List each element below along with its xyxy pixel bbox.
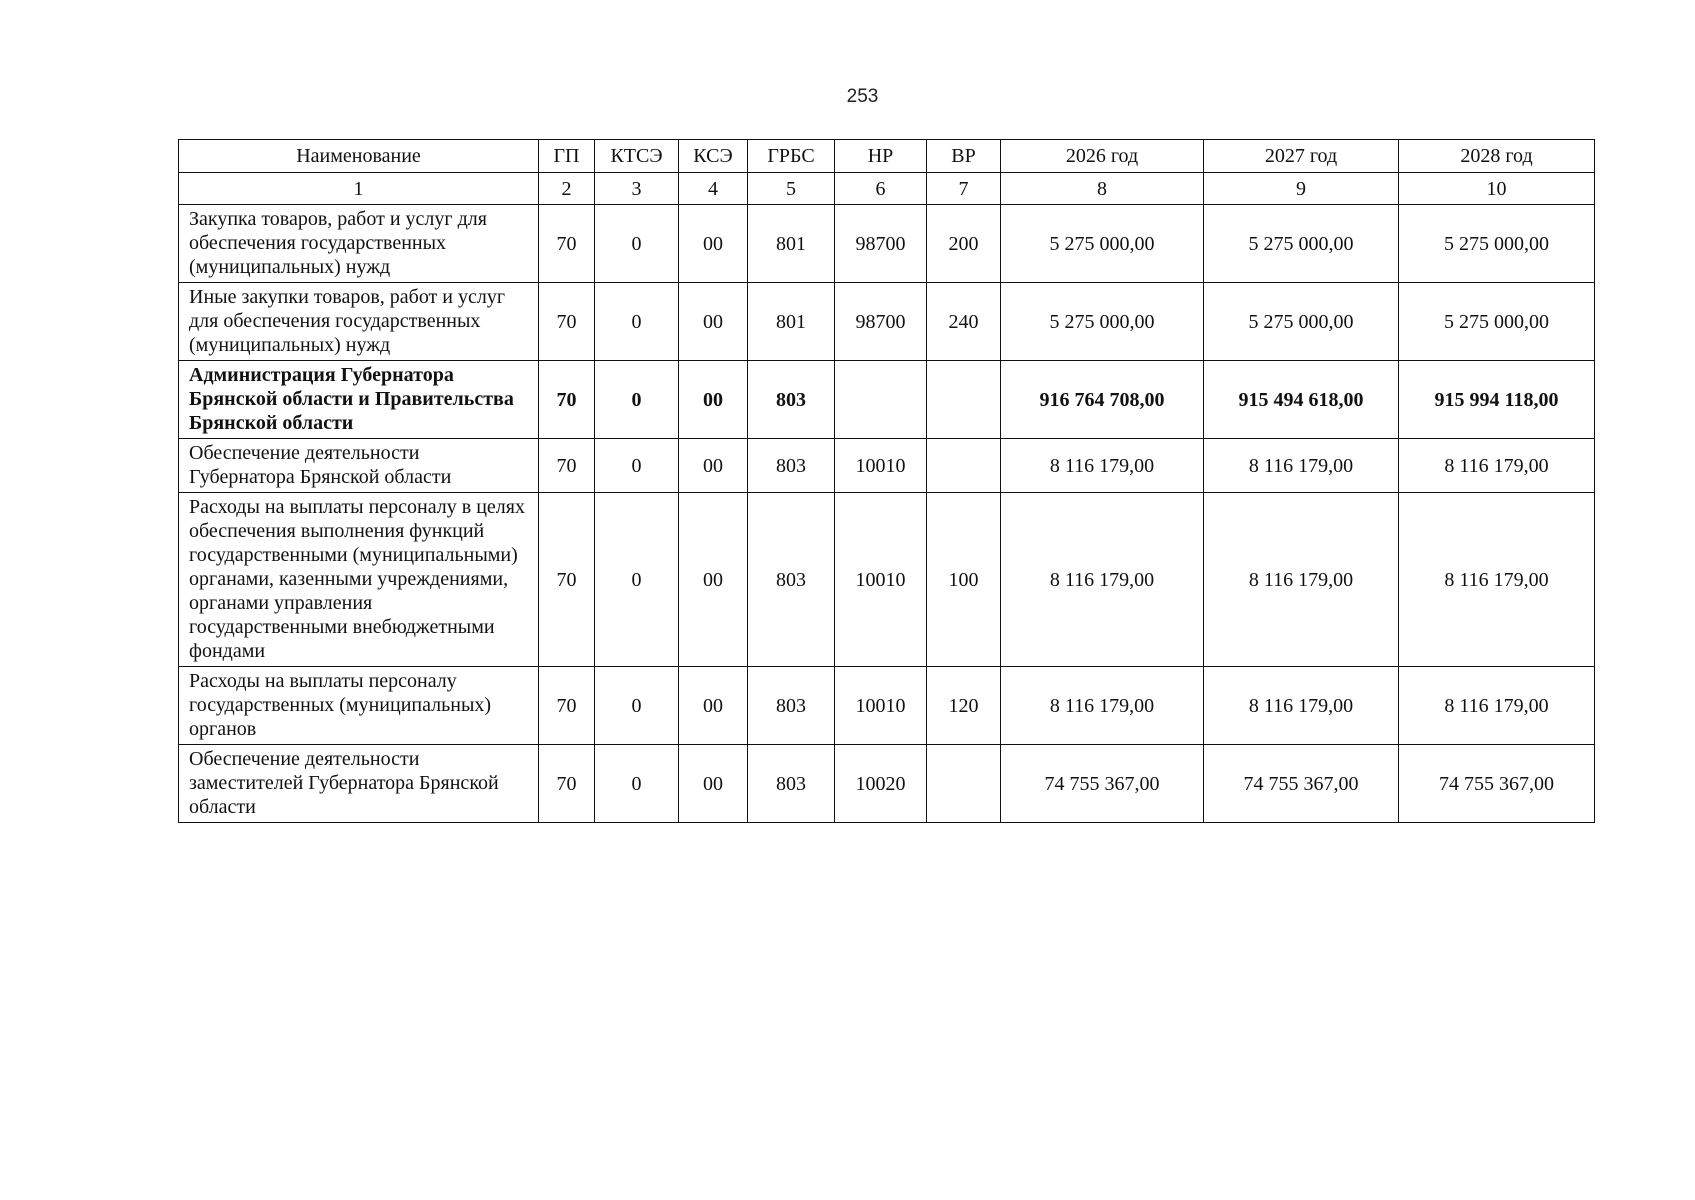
column-number: 4 <box>679 173 748 205</box>
column-number: 7 <box>927 173 1001 205</box>
cell-2028: 8 116 179,00 <box>1399 667 1595 745</box>
cell-ktse: 0 <box>595 361 679 439</box>
cell-2027: 915 494 618,00 <box>1204 361 1399 439</box>
header-ktse: КТСЭ <box>595 140 679 173</box>
cell-kse: 00 <box>679 439 748 493</box>
cell-2026: 5 275 000,00 <box>1001 283 1204 361</box>
row-name: Обеспечение деятельности заместителей Губернатора Брянской области <box>179 745 539 823</box>
cell-2028: 74 755 367,00 <box>1399 745 1595 823</box>
row-name: Расходы на выплаты персоналу в целях обеспечения выполнения функций государственными (муниципальными) органами, казенными учреждениями, органами управления государственными внебюджетными фондами <box>179 493 539 667</box>
cell-vr: 240 <box>927 283 1001 361</box>
header-nr: НР <box>835 140 927 173</box>
table-row <box>179 493 1595 667</box>
cell-2026: 916 764 708,00 <box>1001 361 1204 439</box>
cell-vr <box>927 745 1001 823</box>
cell-2026: 5 275 000,00 <box>1001 205 1204 283</box>
cell-grbs: 803 <box>748 745 835 823</box>
cell-gp: 70 <box>539 745 595 823</box>
cell-2027: 5 275 000,00 <box>1204 283 1399 361</box>
header-grbs: ГРБС <box>748 140 835 173</box>
column-number: 9 <box>1204 173 1399 205</box>
cell-ktse: 0 <box>595 667 679 745</box>
column-number-row <box>179 173 1595 205</box>
cell-ktse: 0 <box>595 283 679 361</box>
cell-vr: 200 <box>927 205 1001 283</box>
header-gp: ГП <box>539 140 595 173</box>
row-name: Иные закупки товаров, работ и услуг для обеспечения государственных (муниципальных) нужд <box>179 283 539 361</box>
header-2027: 2027 год <box>1204 140 1399 173</box>
cell-2028: 8 116 179,00 <box>1399 493 1595 667</box>
cell-grbs: 803 <box>748 439 835 493</box>
column-number: 8 <box>1001 173 1204 205</box>
cell-ktse: 0 <box>595 205 679 283</box>
cell-kse: 00 <box>679 205 748 283</box>
row-name: Администрация Губернатора Брянской области и Правительства Брянской области <box>179 361 539 439</box>
cell-grbs: 801 <box>748 205 835 283</box>
cell-2026: 8 116 179,00 <box>1001 667 1204 745</box>
cell-2026: 8 116 179,00 <box>1001 439 1204 493</box>
cell-2028: 5 275 000,00 <box>1399 283 1595 361</box>
table-row <box>179 667 1595 745</box>
table-row-total <box>179 361 1595 439</box>
cell-nr: 98700 <box>835 205 927 283</box>
header-2026: 2026 год <box>1001 140 1204 173</box>
cell-vr <box>927 439 1001 493</box>
cell-gp: 70 <box>539 361 595 439</box>
column-number: 2 <box>539 173 595 205</box>
cell-2027: 8 116 179,00 <box>1204 493 1399 667</box>
cell-kse: 00 <box>679 283 748 361</box>
cell-nr: 10010 <box>835 493 927 667</box>
table-row <box>179 745 1595 823</box>
cell-nr: 98700 <box>835 283 927 361</box>
cell-ktse: 0 <box>595 745 679 823</box>
cell-2028: 5 275 000,00 <box>1399 205 1595 283</box>
column-number: 10 <box>1399 173 1595 205</box>
cell-gp: 70 <box>539 439 595 493</box>
cell-kse: 00 <box>679 493 748 667</box>
cell-nr <box>835 361 927 439</box>
row-name: Закупка товаров, работ и услуг для обеспечения государственных (муниципальных) нужд <box>179 205 539 283</box>
column-number: 5 <box>748 173 835 205</box>
column-number: 3 <box>595 173 679 205</box>
cell-gp: 70 <box>539 205 595 283</box>
cell-nr: 10010 <box>835 439 927 493</box>
header-kse: КСЭ <box>679 140 748 173</box>
cell-2026: 74 755 367,00 <box>1001 745 1204 823</box>
cell-2027: 74 755 367,00 <box>1204 745 1399 823</box>
cell-grbs: 803 <box>748 361 835 439</box>
header-vr: ВР <box>927 140 1001 173</box>
header-2028: 2028 год <box>1399 140 1595 173</box>
column-number: 6 <box>835 173 927 205</box>
cell-gp: 70 <box>539 667 595 745</box>
cell-vr: 100 <box>927 493 1001 667</box>
table-row <box>179 283 1595 361</box>
cell-vr: 120 <box>927 667 1001 745</box>
table-row <box>179 205 1595 283</box>
header-row <box>179 140 1595 173</box>
row-name: Расходы на выплаты персоналу государственных (муниципальных) органов <box>179 667 539 745</box>
cell-nr: 10020 <box>835 745 927 823</box>
cell-2028: 915 994 118,00 <box>1399 361 1595 439</box>
cell-kse: 00 <box>679 667 748 745</box>
cell-grbs: 801 <box>748 283 835 361</box>
cell-2027: 8 116 179,00 <box>1204 667 1399 745</box>
column-number: 1 <box>179 173 539 205</box>
cell-2027: 8 116 179,00 <box>1204 439 1399 493</box>
cell-2026: 8 116 179,00 <box>1001 493 1204 667</box>
cell-gp: 70 <box>539 283 595 361</box>
page-number: 253 <box>846 86 879 107</box>
table-row <box>179 439 1595 493</box>
header-name: Наименование <box>179 140 539 173</box>
cell-vr <box>927 361 1001 439</box>
cell-ktse: 0 <box>595 439 679 493</box>
cell-2028: 8 116 179,00 <box>1399 439 1595 493</box>
cell-ktse: 0 <box>595 493 679 667</box>
cell-grbs: 803 <box>748 493 835 667</box>
cell-kse: 00 <box>679 361 748 439</box>
cell-nr: 10010 <box>835 667 927 745</box>
row-name: Обеспечение деятельности Губернатора Брянской области <box>179 439 539 493</box>
budget-table <box>178 139 1595 823</box>
cell-gp: 70 <box>539 493 595 667</box>
cell-2027: 5 275 000,00 <box>1204 205 1399 283</box>
cell-kse: 00 <box>679 745 748 823</box>
cell-grbs: 803 <box>748 667 835 745</box>
